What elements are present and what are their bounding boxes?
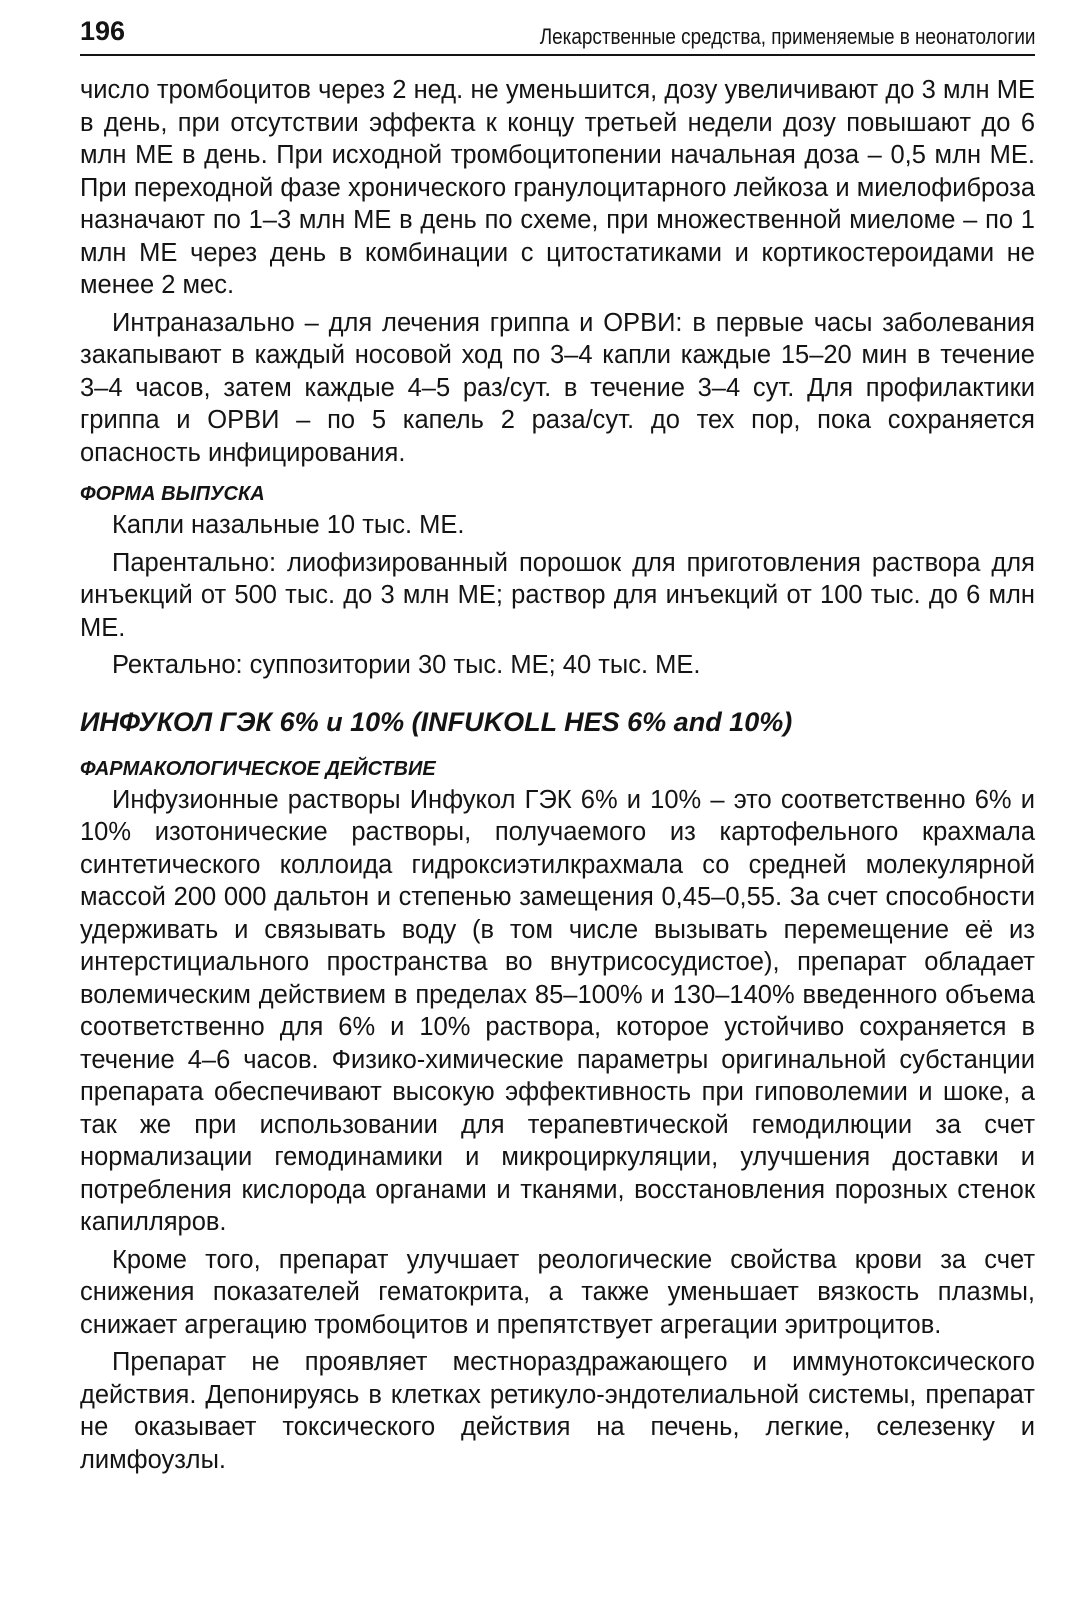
running-title: Лекарственные средства, применяемые в неонатологии bbox=[539, 24, 1035, 49]
section-heading-pharmacological-action: ФАРМАКОЛОГИЧЕСКОЕ ДЕЙСТВИЕ bbox=[80, 757, 436, 780]
drug-title: ИНФУКОЛ ГЭК 6% и 10% (INFUKOLL HES 6% and 10%) bbox=[80, 706, 793, 737]
paragraph-pharmacology-3: Препарат не проявляет местнораздражающего и иммунотоксического действия. Депонируясь в клетках ретикуло-эндотелиальной системы, препарат не оказывает токсического действия на печень, легкие, селезенку и лимфоузлы. bbox=[80, 1348, 1035, 1474]
paragraph-pharmacology-2: Кроме того, препарат улучшает реологические свойства крови за счет снижения показателей гематокрита, а также уменьшает вязкость плазмы, снижает агрегацию тромбоцитов и препятствует агрегации эритроцитов. bbox=[80, 1245, 1035, 1339]
paragraph-intranasal: Интраназально – для лечения гриппа и ОРВИ: в первые часы заболевания закапывают в каждый носовой ход по 3–4 капли каждые 15–20 мин в течение 3–4 часов, затем каждые 4–5 раз/сут. в течение 3–4 сут. Для профилактики гриппа и ОРВИ – по 5 капель 2 раза/сут. до тех пор, пока сохраняется опасность инфицирования. bbox=[80, 308, 1035, 467]
paragraph-release-nasal: Капли назальные 10 тыс. МЕ. bbox=[112, 511, 465, 539]
page-number: 196 bbox=[80, 16, 126, 46]
page-content bbox=[80, 74, 1035, 1476]
section-heading-release-form: ФОРМА ВЫПУСКА bbox=[80, 483, 265, 505]
paragraph-dosage-continued: число тромбоцитов через 2 нед. не уменьшится, дозу увеличивают до 3 млн МЕ в день, при отсутствии эффекта к концу третьей недели дозу повышают до 6 млн МЕ в день. При исходной тромбоцитопении начальная доза – 0,5 млн МЕ. При переходной фазе хронического гранулоцитарного лейкоза и миелофиброза назначают по 1–3 млн МЕ в день по схеме, при множественной миеломе – по 1 млн МЕ через день в комбинации с цитостатиками и кортикостероидами не менее 2 мес. bbox=[80, 76, 1035, 299]
page-header bbox=[80, 14, 1035, 56]
paragraph-release-rectal: Ректально: суппозитории 30 тыс. МЕ; 40 тыс. МЕ. bbox=[112, 651, 701, 679]
paragraph-release-parenteral: Парентально: лиофизированный порошок для приготовления раствора для инъекций от 500 тыс. до 3 млн МЕ; раствор для инъекций от 100 тыс. до 6 млн МЕ. bbox=[80, 548, 1035, 642]
paragraph-pharmacology-1: Инфузионные растворы Инфукол ГЭК 6% и 10% – это соответственно 6% и 10% изотонические растворы, получаемого из картофельного крахмала синтетического коллоида гидроксиэтилкрахмала со средней молекулярной массой 200 000 дальтон и степенью замещения 0,45–0,55. За счет способности удерживать и связывать воду (в том числе вызывать перемещение её из интерстициального пространства во внутрисосудистое), препарат обладает волемическим действием в пределах 85–100% и 130–140% введенного объема соответственно для 6% и 10% раствора, которое устойчиво сохраняется в течение 4–6 часов. Физико-химические параметры оригинальной субстанции препарата обеспечивают высокую эффективность при гиповолемии и шоке, а так же при использовании для терапевтической гемодилюции за счет нормализации гемодинамики и микроциркуляции, улучшения доставки и потребления кислорода органами и тканями, восстановления порозных стенок капилляров. bbox=[80, 785, 1035, 1236]
